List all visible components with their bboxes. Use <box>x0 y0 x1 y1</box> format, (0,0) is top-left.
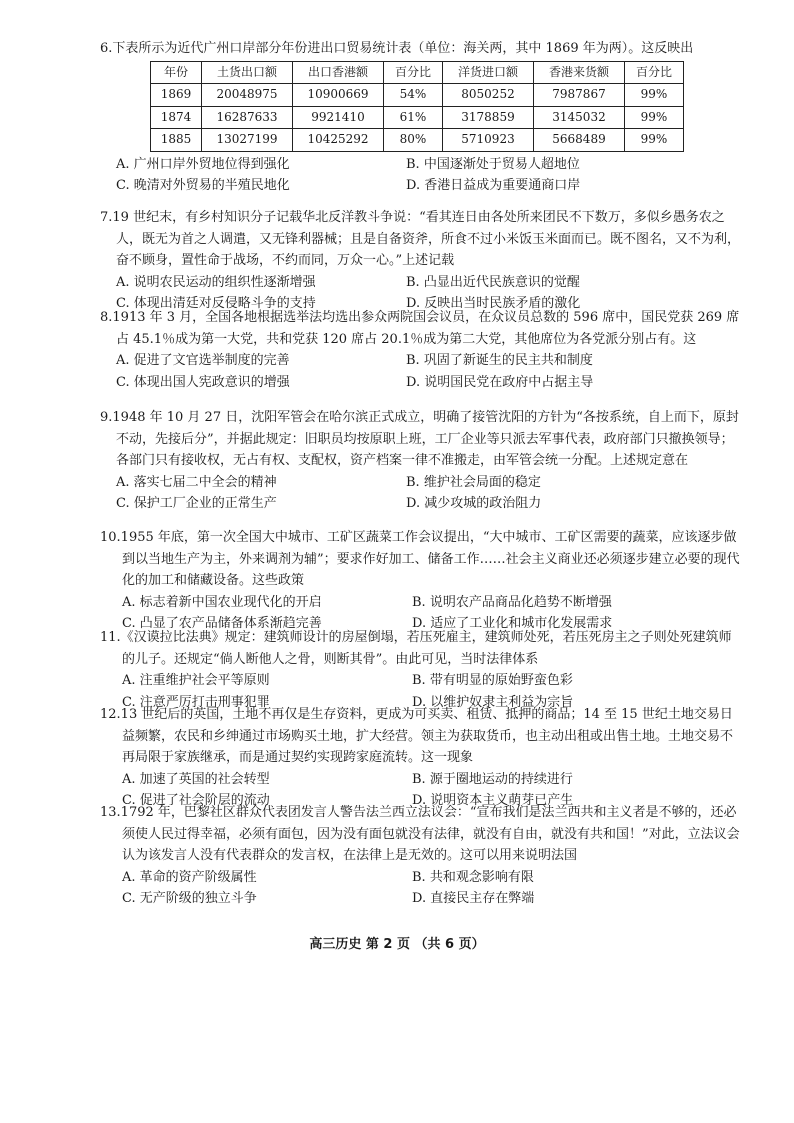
table-cell: 1869 <box>151 84 202 107</box>
option-c: C. 保护工厂企业的正常生产 <box>116 496 277 511</box>
table-cell: 20048975 <box>202 84 293 107</box>
table-cell: 99% <box>625 129 684 152</box>
table-cell: 1874 <box>151 106 202 129</box>
option-a: A. 加速了英国的社会转型 <box>122 771 270 787</box>
table-row <box>151 106 684 129</box>
table-header-cell: 百分比 <box>625 61 684 84</box>
option-a: A. 标志着新中国农业现代化的开启 <box>122 594 322 610</box>
table-header-row <box>151 61 684 84</box>
options <box>100 154 740 197</box>
option-b: B. 维护社会局面的稳定 <box>406 474 541 490</box>
table-header-cell: 香港来货额 <box>534 61 625 84</box>
question-13 <box>100 802 740 910</box>
question-stem: 6.下表所示为近代广州口岸部分年份进出口贸易统计表（单位：海关两，其中 1869 年为两）。这反映出 <box>100 41 694 56</box>
table-cell: 10900669 <box>293 84 384 107</box>
table-header-cell: 洋货进口额 <box>443 61 534 84</box>
option-d: D. 反映出当时民族矛盾的激化 <box>406 296 581 311</box>
option-a: A. 广州口岸外贸地位得到强化 <box>116 156 290 172</box>
option-c: C. 注意严厉打击刑事犯罪 <box>122 694 270 710</box>
option-b: B. 共和观念影响有限 <box>412 869 534 885</box>
question-stem: 8.1913 年 3 月，全国各地根据选举法均选出参众两院国会议员，在众议员总数的 596 席中，国民党获 269 席占 45.1％成为第一大党，共和党获 120 席占 20.1％成为第二大党，其他席位为各党派分别占有。这 <box>100 310 740 347</box>
option-c: C. 体现出国人宪政意识的增强 <box>116 374 290 390</box>
option-c: C. 无产阶级的独立斗争 <box>122 891 257 906</box>
table-cell: 3178859 <box>443 106 534 129</box>
table-cell: 3145032 <box>534 106 625 129</box>
page-footer: 高三历史 第 2 页 （共 6 页） <box>309 937 485 952</box>
table-cell: 99% <box>625 84 684 107</box>
table-cell: 54% <box>384 84 443 107</box>
table-header-cell: 土货出口额 <box>202 61 293 84</box>
option-c: C. 体现出清廷对反侵略斗争的支持 <box>116 296 316 311</box>
table-cell: 8050252 <box>443 84 534 107</box>
option-b: B. 凸显出近代民族意识的觉醒 <box>406 274 580 290</box>
question-stem: 9.1948 年 10 月 27 日，沈阳军管会在哈尔滨正式成立，明确了接管沈阳的方针为“各按系统，自上而下，原封不动，先接后分”，并据此规定：旧职员均按原职上班，工厂企业等只派去军事代表，政府部门只撤换领导；各部门只有接收权，无占有权、支配权，资产档案一律不准搬走，由军管会统一分配。上述规定意在 <box>100 410 739 468</box>
question-12 <box>100 704 740 812</box>
option-c: C. 凸显了农产品储备体系渐趋完善 <box>122 616 322 631</box>
option-c: C. 促进了社会阶层的流动 <box>122 793 270 808</box>
option-c: C. 晚清对外贸易的半殖民地化 <box>116 178 290 193</box>
table-header-cell: 年份 <box>151 61 202 84</box>
question-stem: 13.1792 年，巴黎社区群众代表团发言人警告法兰西立法议会：“宣布我们是法兰西共和主义者是不够的，还必须使人民过得幸福，必须有面包，因为没有面包就没有法律，就没有自由，就没有共和国！”对此，立法议会认为该发言人没有代表群众的发言权，在法律上是无效的。这可以用来说明法国 <box>100 805 740 863</box>
option-d: D. 减少攻城的政治阻力 <box>406 496 542 511</box>
table-cell: 5710923 <box>443 129 534 152</box>
question-stem: 7.19 世纪末，有乡村知识分子记载华北反洋教斗争说：“看其连日由各处所来团民不下数万，多似乡愚务农之人，既无为首之人调遣，又无锋利器械；且是自备资斧，所食不过小米饭玉米面而已。既不图名，又不为利，奋不顾身，置性命于战场，不约而同，万众一心。”上述记载 <box>100 210 741 268</box>
question-7 <box>100 207 740 315</box>
question-stem: 10.1955 年底，第一次全国大中城市、工矿区蔬菜工作会议提出，“大中城市、工矿区需要的蔬菜，应该逐步做到以当地生产为主，外来调剂为辅”；要求作好加工、储备工作……社会主义商业还必须逐步建立必要的现代化的加工和储藏设备。这些政策 <box>100 530 740 588</box>
question-6 <box>100 38 740 197</box>
option-a: A. 注重维护社会平等原则 <box>122 673 270 688</box>
option-b: B. 源于圈地运动的持续进行 <box>412 771 573 787</box>
table-row <box>151 129 684 152</box>
question-stem: 12.13 世纪后的英国，土地不再仅是生存资料，更成为可买卖、租赁、抵押的商品；14 至 15 世纪土地交易日益频繁，农民和乡绅通过市场购买土地，扩大经营。领主为获取货币，也主动出租或出售土地。土地交易不再局限于家族继承，而是通过契约实现跨家庭流转。这一现象 <box>100 707 734 765</box>
table-header-cell: 出口香港额 <box>293 61 384 84</box>
option-d: D. 说明资本主义萌芽已产生 <box>412 793 574 808</box>
table-header-cell: 百分比 <box>384 61 443 84</box>
option-d: D. 适应了工业化和城市化发展需求 <box>412 616 613 631</box>
option-b: B. 带有明显的原始野蛮色彩 <box>412 673 573 688</box>
option-d: D. 香港日益成为重要通商口岸 <box>406 178 581 193</box>
table-cell: 5668489 <box>534 129 625 152</box>
table-cell: 80% <box>384 129 443 152</box>
options <box>100 350 740 393</box>
table-cell: 61% <box>384 106 443 129</box>
option-d: D. 以维护奴隶主利益为宗旨 <box>412 694 574 710</box>
options <box>100 867 740 910</box>
option-b: B. 中国逐渐处于贸易人超地位 <box>406 156 580 172</box>
option-a: A. 促进了文官选举制度的完善 <box>116 353 290 368</box>
table-cell: 1885 <box>151 129 202 152</box>
table-cell: 99% <box>625 106 684 129</box>
option-a: A. 说明农民运动的组织性逐渐增强 <box>116 274 316 290</box>
question-10 <box>100 527 740 635</box>
table-cell: 13027199 <box>202 129 293 152</box>
question-11 <box>100 627 740 713</box>
trade-statistics-table <box>150 61 684 152</box>
option-b: B. 说明农产品商品化趋势不断增强 <box>412 594 612 610</box>
table-cell: 7987867 <box>534 84 625 107</box>
table-cell: 16287633 <box>202 106 293 129</box>
option-a: A. 革命的资产阶级属性 <box>122 869 257 885</box>
option-b: B. 巩固了新诞生的民主共和制度 <box>406 353 593 368</box>
question-8 <box>100 307 740 393</box>
table-cell: 10425292 <box>293 129 384 152</box>
table-row <box>151 84 684 107</box>
option-a: A. 落实七届二中全会的精神 <box>116 474 277 490</box>
option-d: D. 直接民主存在弊端 <box>412 891 535 906</box>
table-cell: 9921410 <box>293 106 384 129</box>
question-stem: 11.《汉谟拉比法典》规定：建筑师设计的房屋倒塌，若压死雇主，建筑师处死，若压死房主之子则处死建筑师的儿子。还规定“倘人断他人之骨，则断其骨”。由此可见，当时法律体系 <box>100 630 732 667</box>
option-d: D. 说明国民党在政府中占据主导 <box>406 374 594 390</box>
options <box>100 472 740 515</box>
question-9 <box>100 407 740 515</box>
